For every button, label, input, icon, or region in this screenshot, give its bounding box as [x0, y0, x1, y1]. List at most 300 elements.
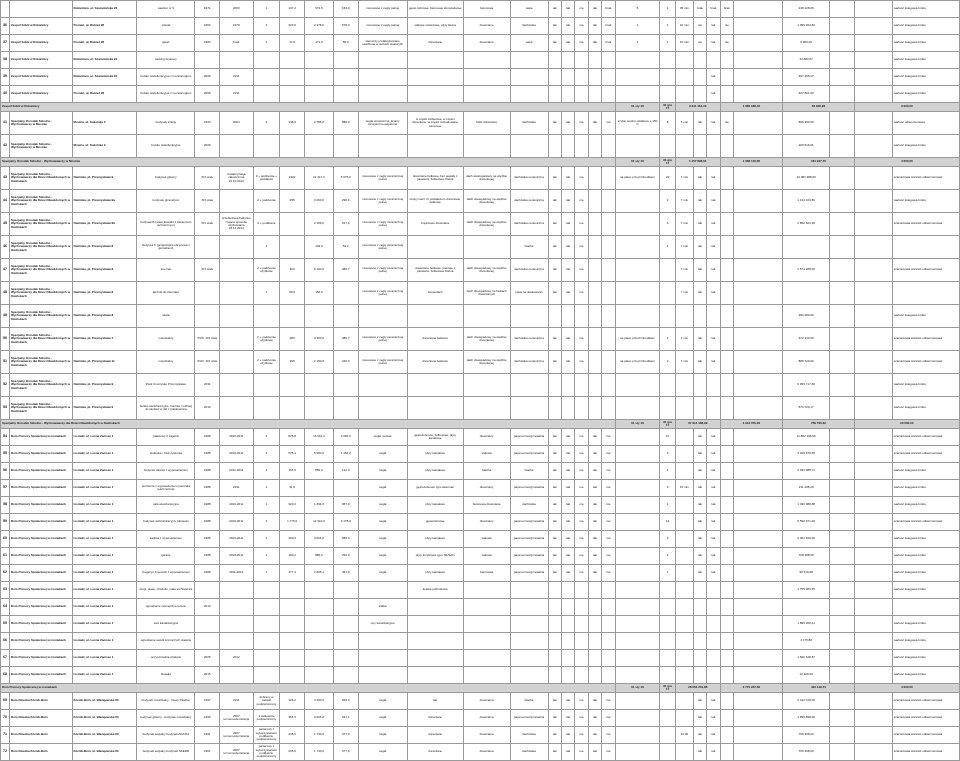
cell-floors: 2 + podziemie użytkowe [253, 328, 280, 351]
cell-f1 [548, 599, 561, 616]
cell-f8: tak [693, 446, 706, 463]
table-row [1, 112, 960, 135]
cell-unit: Dom Pomocy Społecznej w Lisówkach [9, 531, 72, 548]
table-row [1, 514, 960, 531]
cell-unit: Specjalny Ośrodek Szkolno - Wychowawczy dla Dzieci Niewidomych w Owińskach [9, 282, 72, 305]
cell-ceilings: w części żelbetowe, w części drewniane, w części rozbudowane stropowe [407, 112, 463, 135]
cell-f9: tak [707, 351, 720, 374]
cell-basis: szacunkowa wartość odtworzeniowa [892, 259, 959, 282]
cell-dist [675, 463, 693, 480]
cell-f9 [707, 135, 720, 158]
table-row [1, 446, 960, 463]
cell-walls [358, 397, 407, 420]
cell-f10: nie [720, 18, 733, 35]
cell-f6: szybie wodne oddalone o 150 m [615, 112, 660, 135]
cell-a: 320,2 [280, 497, 305, 514]
cell-mod [220, 397, 254, 420]
cell-empty [854, 497, 892, 514]
cell-mod: 2010-2011 [220, 446, 254, 463]
cell-lp: 46 [1, 236, 10, 259]
cell-unit: Dom Pomocy Społecznej w Lisówkach [9, 582, 72, 599]
table-row [1, 35, 960, 52]
cell-address: Mosina, ul. Sokolska 2 [72, 112, 137, 135]
cell-b: 171,0 [304, 35, 333, 52]
cell-empty [830, 305, 855, 328]
cell-f5 [602, 236, 615, 259]
cell-empty [854, 167, 892, 190]
section-t2: 3 313 076,00 [720, 420, 783, 429]
cell-mod [220, 351, 254, 374]
cell-walls: murowane z cegły ceramicznej pełnej [358, 328, 407, 351]
cell-year: XVIII, XIX wiek [195, 351, 220, 374]
cell-object: drogi, place, chodniki, mała architektura [137, 582, 195, 599]
cell-f1: tak [548, 429, 561, 446]
section-to: 31 gru 17 [660, 103, 676, 112]
cell-empty [854, 582, 892, 599]
cell-f8: tak [693, 328, 706, 351]
cell-value: 2 412 728,00 [783, 693, 830, 710]
cell-f5: nie [602, 710, 615, 727]
cell-object: budynek ołtarza z wyposażeniem [137, 463, 195, 480]
cell-c: 380,7 [333, 259, 358, 282]
cell-address: Lisówki, ul. Leśna Zacisze 1 [72, 548, 137, 565]
cell-walls: cegła [358, 727, 407, 744]
cell-f6 [615, 52, 660, 69]
cell-f1: tak [548, 190, 561, 213]
cell-empty [734, 213, 783, 236]
cell-lp: 59 [1, 514, 10, 531]
cell-mod: 2011 [220, 480, 254, 497]
cell-object: budynek główny - budynek mieszkalny [137, 710, 195, 727]
cell-ceilings [407, 633, 463, 650]
cell-f8 [693, 135, 706, 158]
cell-ceilings: płyty kanałowe [407, 565, 463, 582]
table-row [1, 650, 960, 667]
cell-unit: Specjalny Ośrodek Szkolno - Wychowawczy dla Dzieci Niewidomych w Owińskach [9, 328, 72, 351]
cell-basis [892, 282, 959, 305]
cell-empty [734, 69, 783, 86]
cell-f7 [660, 582, 676, 599]
table-row [1, 565, 960, 582]
cell-f6 [615, 582, 660, 599]
cell-f9: tak [707, 565, 720, 582]
cell-empty [854, 616, 892, 633]
cell-b [304, 305, 333, 328]
cell-floors: 1 [253, 531, 280, 548]
cell-f5 [602, 135, 615, 158]
cell-address: Rokietnica, ul. Szamotulska 24 [72, 69, 137, 86]
cell-empty [734, 693, 783, 710]
cell-mod [220, 190, 254, 213]
cell-f10 [720, 86, 733, 103]
cell-c: 294,0 [333, 548, 358, 565]
cell-f9: tak [707, 167, 720, 190]
table-row [1, 693, 960, 710]
cell-f5 [602, 305, 615, 328]
table-row [1, 582, 960, 599]
cell-f10 [720, 497, 733, 514]
cell-f9: tak [707, 548, 720, 565]
cell-basis: szacunkowa wartość odtworzeniowa [892, 446, 959, 463]
cell-b: 6 100,0 [304, 259, 333, 282]
cell-f7: 1 [660, 497, 676, 514]
cell-a: 31,0 [280, 480, 305, 497]
cell-f8: tak [693, 351, 706, 374]
cell-c: 377,0 [333, 744, 358, 761]
cell-b [304, 374, 333, 397]
cell-value: 6 059 717,66 [783, 374, 830, 397]
cell-f8: tak [693, 190, 706, 213]
cell-f1: tak [548, 213, 561, 236]
cell-unit: Dom Pomocy Społecznej w Lisówkach [9, 514, 72, 531]
cell-f1: tak [548, 480, 561, 497]
table-row [1, 599, 960, 616]
cell-roofcover: papa [510, 1, 548, 18]
cell-f10 [720, 236, 733, 259]
cell-walls: cegła [358, 710, 407, 727]
cell-roofcover: papa termozgrzewalna [510, 710, 548, 727]
cell-f7 [660, 599, 676, 616]
cell-object: mieszkalny [137, 328, 195, 351]
cell-value: 200 516,61 [783, 135, 830, 158]
cell-f8: nie [693, 18, 706, 35]
cell-f1 [548, 582, 561, 599]
cell-a: 1 775,0 [280, 514, 305, 531]
cell-dist [675, 599, 693, 616]
cell-roof [463, 86, 510, 103]
cell-empty [734, 282, 783, 305]
cell-f4 [588, 236, 601, 259]
cell-f3 [575, 633, 588, 650]
cell-roof: betonowa [463, 565, 510, 582]
cell-f10 [720, 633, 733, 650]
cell-f8: tak [693, 548, 706, 565]
cell-f3 [575, 667, 588, 684]
cell-f8: tak [693, 744, 706, 761]
cell-ceilings [407, 397, 463, 420]
table-row [1, 616, 960, 633]
cell-f9: tak [707, 693, 720, 710]
cell-f1: tak [548, 531, 561, 548]
cell-ceilings: drewniane belkowe [407, 328, 463, 351]
cell-empty [734, 727, 783, 744]
cell-a [280, 236, 305, 259]
cell-empty [734, 112, 783, 135]
cell-object: ogrodzenie zewnętrzne terenu [137, 599, 195, 616]
cell-f5: nie [602, 565, 615, 582]
cell-walls: cegła [358, 548, 407, 565]
cell-empty [830, 374, 855, 397]
cell-f7: 2 [660, 351, 676, 374]
cell-lp: 65 [1, 616, 10, 633]
cell-unit: Specjalny Ośrodek Szkolno - Wychowawczy dla Dzieci Niewidomych w Owińskach [9, 305, 72, 328]
cell-f3: nie [575, 282, 588, 305]
cell-f3: nie [575, 446, 588, 463]
cell-f10 [720, 190, 733, 213]
cell-roof: dach dwuspadowy na więźbie drewnianej [463, 213, 510, 236]
cell-c: 4 080,0 [333, 429, 358, 446]
cell-f10 [720, 351, 733, 374]
cell-mod [220, 135, 254, 158]
cell-year: 1988 [195, 429, 220, 446]
cell-f8: tak [693, 514, 706, 531]
cell-f5 [602, 374, 615, 397]
cell-value: 866 380,00 [783, 112, 830, 135]
cell-roof: drewniane [463, 35, 510, 52]
cell-f2: tak [561, 167, 574, 190]
cell-f3: nie [575, 429, 588, 446]
cell-b: 2 309,0 [304, 213, 333, 236]
cell-mod [220, 633, 254, 650]
cell-f8: tak [693, 693, 706, 710]
cell-empty [854, 305, 892, 328]
cell-walls [358, 305, 407, 328]
cell-lp: 55 [1, 446, 10, 463]
cell-dist: 35 min [675, 1, 693, 18]
cell-empty [830, 397, 855, 420]
cell-f2 [561, 86, 574, 103]
cell-lp: 70 [1, 710, 10, 727]
cell-dist: 10 min [675, 18, 693, 35]
cell-c: 880,0 [333, 112, 358, 135]
cell-f3 [575, 52, 588, 69]
cell-floors: 1 [253, 1, 280, 18]
cell-roof: drewniany [463, 429, 510, 446]
cell-f3: nie [575, 35, 588, 52]
cell-basis: wartość księgowa brutto [892, 463, 959, 480]
cell-f4: tak [588, 446, 601, 463]
cell-f1: tak [548, 497, 561, 514]
cell-roofcover: papa termozgrzewalna [510, 565, 548, 582]
cell-object: parking brukowy [137, 52, 195, 69]
cell-b: 3 025,0 [304, 710, 333, 727]
cell-year: 1961 [195, 727, 220, 744]
cell-f6 [615, 667, 660, 684]
cell-empty [830, 35, 855, 52]
cell-f9: tak [707, 35, 720, 52]
cell-value: 6 300,00 [783, 35, 830, 52]
cell-f8: brak [693, 1, 706, 18]
cell-unit: Zespół Szkół w Rokietnicy [9, 69, 72, 86]
cell-basis: szacunkowa wartość odtworzeniowa [892, 351, 959, 374]
cell-empty [830, 135, 855, 158]
cell-f8: tak [693, 463, 706, 480]
table-row [1, 429, 960, 446]
section-summary-row [1, 684, 960, 693]
cell-f2 [561, 650, 574, 667]
cell-f3: nie [575, 328, 588, 351]
cell-f7: 3 [660, 446, 676, 463]
cell-b: 3 300,0 [304, 693, 333, 710]
cell-f4 [588, 599, 601, 616]
cell-dist [675, 744, 693, 761]
cell-empty [830, 710, 855, 727]
cell-basis: szacunkowa wartość odtworzeniowa [892, 328, 959, 351]
cell-basis: szacunkowa wartość odtworzeniowa [892, 167, 959, 190]
cell-empty [734, 397, 783, 420]
section-to: 31 gru 17 [660, 158, 676, 167]
cell-f9: tak [707, 710, 720, 727]
cell-empty [854, 693, 892, 710]
cell-value: 327 861,69 [783, 86, 830, 103]
cell-empty [854, 565, 892, 582]
cell-f4 [588, 167, 601, 190]
cell-f2: tak [561, 282, 574, 305]
cell-dist [675, 52, 693, 69]
cell-empty [830, 213, 855, 236]
cell-f1: tak [548, 282, 561, 305]
cell-f4: tak [588, 112, 601, 135]
cell-address: Lisówki, ul. Leśna Zacisze 1 [72, 599, 137, 616]
cell-f6 [615, 429, 660, 446]
cell-b: 2 785,0 [304, 112, 333, 135]
cell-a: 460,6 [280, 531, 305, 548]
cell-f1: tak [548, 548, 561, 565]
cell-empty [830, 480, 855, 497]
cell-unit: Dom Pomocy Społecznej w Lisówkach [9, 565, 72, 582]
cell-ceilings [407, 599, 463, 616]
cell-f6 [615, 599, 660, 616]
cell-f3: nie [575, 727, 588, 744]
cell-roof: belki drewniane [463, 112, 510, 135]
cell-basis: wartość księgowa brutto [892, 69, 959, 86]
cell-ceilings [407, 69, 463, 86]
cell-f6: na placu przed Ośrodkiem [615, 328, 660, 351]
cell-value: 211 408,20 [783, 480, 830, 497]
cell-value: 4 175,86 [783, 633, 830, 650]
cell-object: Park Uroczysko Przemysława [137, 374, 195, 397]
cell-mod: 2007 termomodernizacja [220, 744, 254, 761]
cell-f6: 1 [615, 35, 660, 52]
cell-roof: drewniana [463, 744, 510, 761]
cell-f6: na placu przed Ośrodkiem [615, 351, 660, 374]
cell-f2 [561, 633, 574, 650]
cell-mod: 1970 [220, 18, 254, 35]
cell-roof: stalowa [463, 531, 510, 548]
cell-c [333, 135, 358, 158]
cell-unit [9, 1, 72, 18]
cell-lp: 58 [1, 497, 10, 514]
section-t2: 1 085 188,40 [720, 103, 783, 112]
cell-f2: tak [561, 710, 574, 727]
cell-value: 397 405,27 [783, 69, 830, 86]
section-summary-row [1, 420, 960, 429]
cell-floors: parterowy z wykorzystaniem poddasza, podpiwniczony [253, 727, 280, 744]
cell-f2: tak [561, 463, 574, 480]
cell-f7 [660, 52, 676, 69]
cell-f2: tak [561, 514, 574, 531]
cell-f10 [720, 429, 733, 446]
cell-empty [734, 190, 783, 213]
cell-f10: nie [720, 112, 733, 135]
cell-f4: tak [588, 18, 601, 35]
cell-unit: Dom Pomocy Społecznej w Lisówkach [9, 616, 72, 633]
cell-f9: brak [707, 1, 720, 18]
cell-f4 [588, 667, 601, 684]
cell-walls: cegła [358, 514, 407, 531]
cell-year: 2009 [195, 135, 220, 158]
table-row [1, 548, 960, 565]
cell-roof [463, 599, 510, 616]
cell-f2 [561, 69, 574, 86]
cell-f3: nie [575, 351, 588, 374]
cell-f6: na placu przed Ośrodkiem [615, 167, 660, 190]
cell-f5: nie [602, 463, 615, 480]
cell-basis: wartość księgowa brutto [892, 397, 959, 420]
cell-value: 706 368,00 [783, 744, 830, 761]
cell-b: 149,0 [304, 236, 333, 259]
cell-empty [830, 727, 855, 744]
cell-c [333, 397, 358, 420]
cell-mod: brak [220, 35, 254, 52]
cell-ceilings: gęstożebrowe [407, 514, 463, 531]
cell-dist: 10 min [675, 35, 693, 52]
cell-a [280, 667, 305, 684]
cell-f9: tak [707, 236, 720, 259]
cell-roofcover: papa termozgrzewalna [510, 446, 548, 463]
cell-empty [734, 259, 783, 282]
cell-b [304, 616, 333, 633]
cell-f7: 2 [660, 548, 676, 565]
cell-roofcover: dachówka ceramiczna [510, 351, 548, 374]
cell-ceilings [407, 135, 463, 158]
cell-c [333, 582, 358, 599]
cell-roof: betonowa [463, 1, 510, 18]
cell-roof [463, 397, 510, 420]
cell-roof: dach dwuspadowy na więźbie drewnianej [463, 351, 510, 374]
cell-f4 [588, 190, 601, 213]
cell-value: 3 019 578,65 [783, 446, 830, 463]
cell-f9 [707, 374, 720, 397]
cell-c: 53,2 [333, 236, 358, 259]
cell-walls: murowane z cegły pełnej [358, 18, 407, 35]
cell-dist [675, 429, 693, 446]
cell-floors: 2 + poddasze [253, 213, 280, 236]
cell-dist: 7 min [675, 213, 693, 236]
cell-empty [830, 328, 855, 351]
cell-unit: Dom Pomocy Społecznej w Lisówkach [9, 480, 72, 497]
cell-b [304, 667, 333, 684]
cell-f6 [615, 727, 660, 744]
cell-f2 [561, 305, 574, 328]
table-row [1, 667, 960, 684]
cell-f2: tak [561, 693, 574, 710]
cell-empty [854, 35, 892, 52]
cell-f1: tak [548, 112, 561, 135]
cell-f2 [561, 599, 574, 616]
cell-roof [463, 135, 510, 158]
cell-ceilings: drewniane [407, 727, 463, 744]
cell-f1 [548, 374, 561, 397]
cell-floors [253, 305, 280, 328]
cell-empty [854, 69, 892, 86]
cell-address: Lisówki, ul. Leśna Zacisze 1 [72, 650, 137, 667]
section-summary-row [1, 103, 960, 112]
cell-year: 1988 [195, 497, 220, 514]
cell-address: Kórnik-Bnin, ul. Błażejewska 63 [72, 744, 137, 761]
cell-f10 [720, 213, 733, 236]
cell-a [280, 582, 305, 599]
cell-value: 1 600 648,87 [783, 650, 830, 667]
cell-f9: tak [707, 18, 720, 35]
cell-mod: 2010-2011 [220, 548, 254, 565]
cell-roofcover: dachówka ceramiczna [510, 213, 548, 236]
cell-f2: tak [561, 531, 574, 548]
cell-f5: nie [602, 429, 615, 446]
cell-mod [220, 667, 254, 684]
cell-floors: 3 + podziemie [253, 190, 280, 213]
cell-f2: tak [561, 497, 574, 514]
